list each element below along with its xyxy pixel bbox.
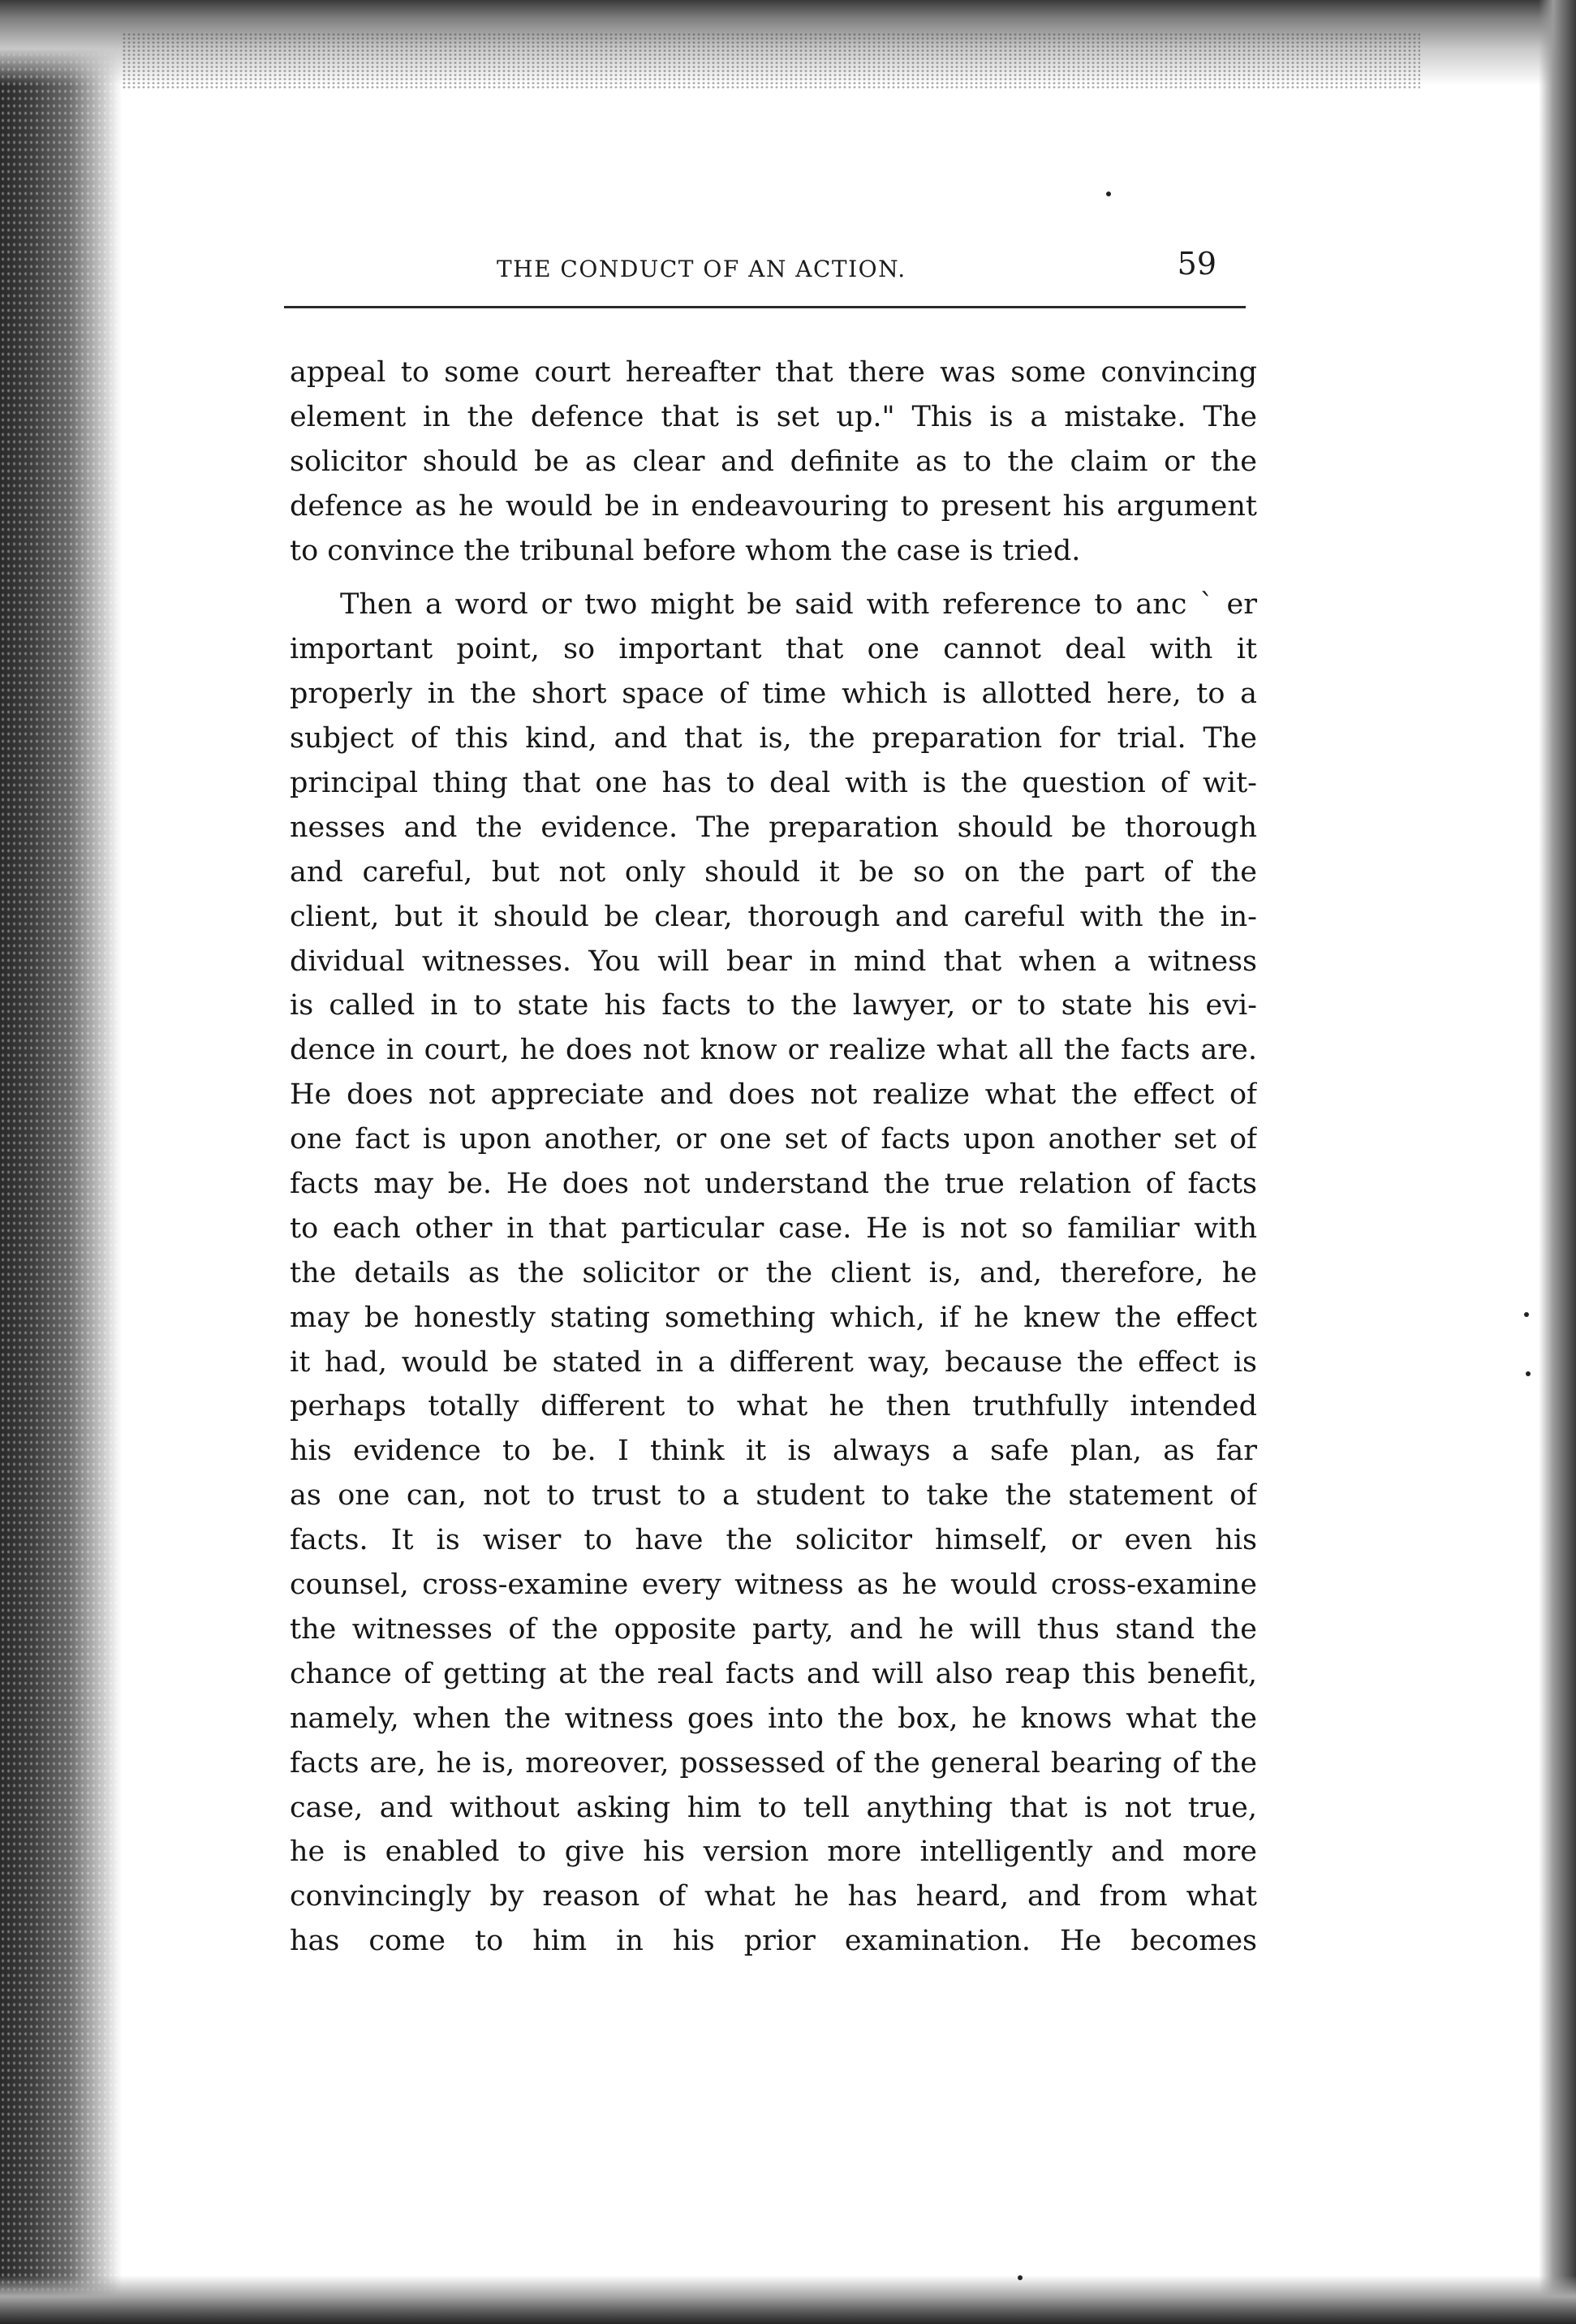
text-line: element in the defence that is set up." This is a mistake. The: [290, 400, 1257, 433]
text-line: facts are, he is, moreover, possessed of the general bearing of the: [290, 1746, 1257, 1780]
paragraph-1: [290, 351, 1257, 573]
text-line: facts may be. He does not understand the true relation of facts: [290, 1168, 1257, 1201]
text-line: perhaps totally different to what he then truthfully intended: [290, 1390, 1257, 1423]
text-line: subject of this kind, and that is, the preparation for trial. The: [290, 722, 1257, 755]
text-line: as one can, not to trust to a student to take the statement of: [290, 1479, 1257, 1513]
text-line: important point, so important that one cannot deal with it: [290, 633, 1257, 666]
text-line: nesses and the evidence. The preparation should be thorough: [290, 811, 1257, 844]
text-line: defence as he would be in endeavouring to present his argument: [290, 489, 1257, 523]
text-line: has come to him in his prior examination. He becomes: [290, 1925, 1257, 1958]
text-line: counsel, cross-examine every witness as he would cross-examine: [290, 1569, 1257, 1602]
text-line: the witnesses of the opposite party, and he will thus stand the: [290, 1612, 1257, 1646]
running-head: [284, 246, 1246, 319]
text-line: may be honestly stating something which, if he knew the effect: [290, 1301, 1257, 1334]
text-line: chance of getting at the real facts and will also reap this benefit,: [290, 1657, 1257, 1690]
scan-speck: [1524, 1312, 1529, 1317]
body-text: [290, 351, 1257, 1964]
text-line: principal thing that one has to deal with is the question of wit-: [290, 767, 1257, 800]
text-line: case, and without asking him to tell anything that is not true,: [290, 1791, 1257, 1824]
text-line: facts. It is wiser to have the solicitor himself, or even his: [290, 1524, 1257, 1557]
text-line: his evidence to be. I think it is always a safe plan, as far: [290, 1435, 1257, 1468]
scan-speckle-left: [0, 0, 122, 2324]
text-line: appeal to some court hereafter that there was some convincing: [290, 356, 1257, 389]
text-line: Then a word or two might be said with reference to anc ` er: [340, 588, 1257, 622]
text-line: to convince the tribunal before whom the case is tried.: [290, 534, 1081, 567]
scan-speck: [1018, 2275, 1023, 2280]
running-head-title: THE CONDUCT OF AN ACTION.: [497, 256, 906, 282]
paragraph-2: [290, 583, 1257, 1964]
text-line: he is enabled to give his version more intelligently and more: [290, 1836, 1257, 1869]
header-rule: [284, 306, 1246, 308]
text-line: the details as the solicitor or the client is, and, therefore, he: [290, 1256, 1257, 1289]
text-line: one fact is upon another, or one set of facts upon another set of: [290, 1123, 1257, 1156]
text-line: client, but it should be clear, thorough and careful with the in-: [290, 900, 1257, 933]
text-line: dence in court, he does not know or realize what all the facts are.: [290, 1034, 1257, 1067]
page-number: 59: [1177, 246, 1216, 282]
text-line: properly in the short space of time which is allotted here, to a: [290, 678, 1257, 711]
text-line: dividual witnesses. You will bear in mind that when a witness: [290, 945, 1257, 978]
scan-shadow-bottom: [0, 2275, 1576, 2324]
scan-shadow-right: [1539, 0, 1576, 2324]
text-line: to each other in that particular case. He is not so familiar with: [290, 1211, 1257, 1245]
text-line: convincingly by reason of what he has heard, and from what: [290, 1880, 1257, 1913]
text-line: and careful, but not only should it be so on the part of the: [290, 855, 1257, 889]
scan-speck: [1106, 192, 1111, 196]
text-line: solicitor should be as clear and definite as to the claim or the: [290, 445, 1257, 478]
text-line: namely, when the witness goes into the box, he knows what the: [290, 1702, 1257, 1735]
scan-speckle-top: [122, 32, 1420, 89]
text-line: it had, would be stated in a different way, because the effect is: [290, 1345, 1257, 1379]
scan-speck: [1526, 1371, 1531, 1376]
text-line: is called in to state his facts to the lawyer, or to state his evi-: [290, 989, 1257, 1022]
text-line: He does not appreciate and does not realize what the effect of: [290, 1078, 1257, 1112]
